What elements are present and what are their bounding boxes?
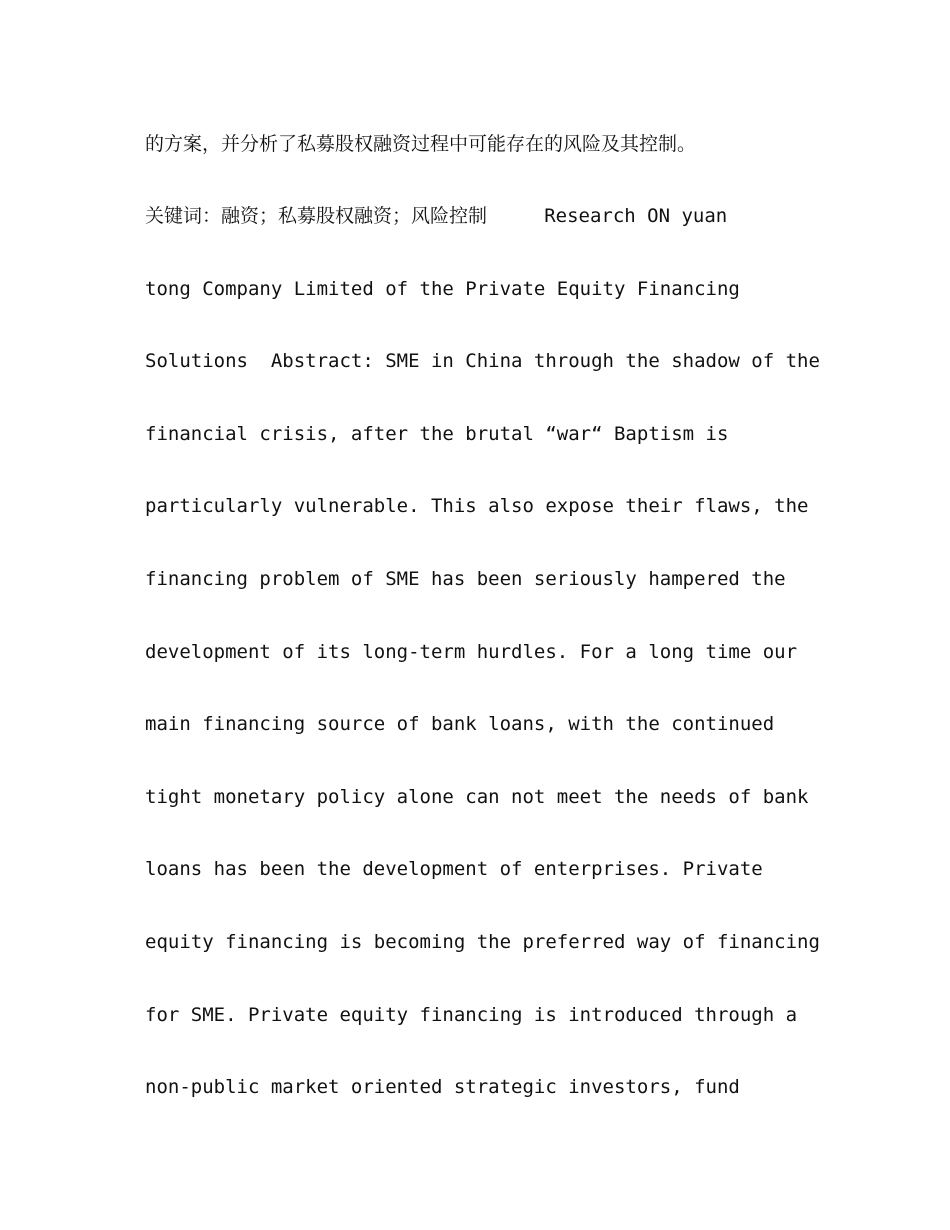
body-text <box>145 108 825 1124</box>
text-line: tong Company Limited of the Private Equity Financing <box>145 277 740 300</box>
text-line: non-public market oriented strategic investors, fund <box>145 1076 740 1099</box>
text-line: 的方案，并分析了私募股权融资过程中可能存在的风险及其控制。 <box>145 133 697 155</box>
text-line: tight monetary policy alone can not meet the needs of bank <box>145 785 809 808</box>
text-line: financing problem of SME has been seriously hampered the <box>145 567 786 590</box>
text-line: main financing source of bank loans, with the continued <box>145 713 775 736</box>
text-line: for SME. Private equity financing is introduced through a <box>145 1003 798 1026</box>
text-line: 关键词：融资；私募股权融资；风险控制 Research ON yuan <box>145 205 728 227</box>
text-line: particularly vulnerable. This also expose their flaws, the <box>145 495 809 518</box>
text-line: Solutions Abstract: SME in China through the shadow of the <box>145 350 820 373</box>
text-line: financial crisis, after the brutal “war“ Baptism is <box>145 422 729 445</box>
text-line: development of its long-term hurdles. For a long time our <box>145 640 798 663</box>
text-line: equity financing is becoming the preferred way of financing <box>145 930 820 953</box>
text-line: loans has been the development of enterprises. Private <box>145 858 763 881</box>
